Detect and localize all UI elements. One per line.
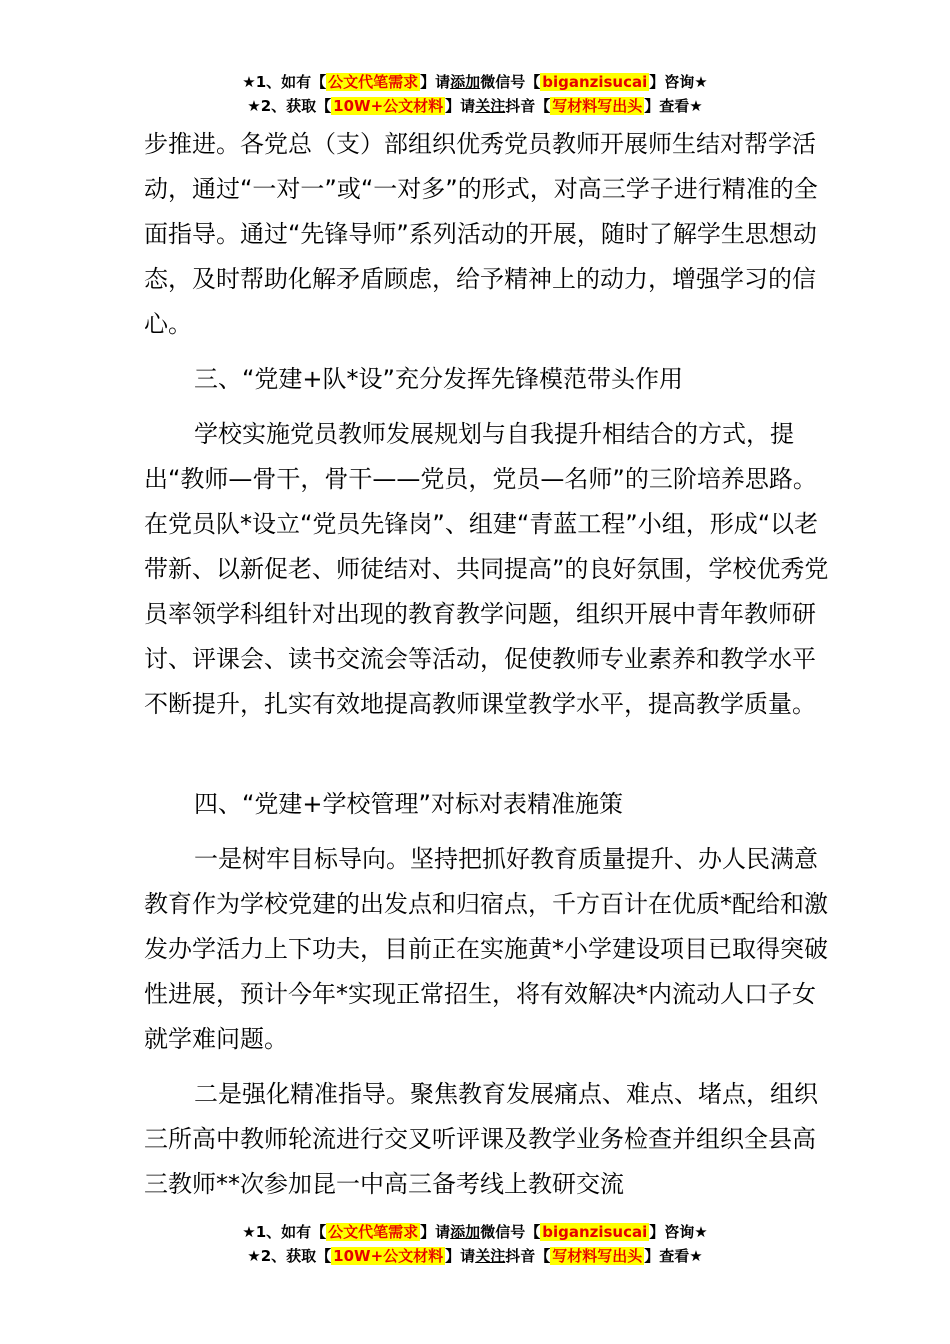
highlight-materials: 10W+公文材料 xyxy=(333,1247,444,1265)
banner-text: 】请 xyxy=(445,97,476,115)
banner-line-1 xyxy=(0,70,950,94)
banner-line-2 xyxy=(0,1244,950,1268)
star-icon: ★ xyxy=(689,1247,703,1265)
banner-line-2 xyxy=(0,94,950,118)
document-body xyxy=(144,122,834,1207)
star-icon: ★ xyxy=(242,1223,256,1241)
highlight-wechat-id: biganzisucai xyxy=(542,1223,648,1241)
star-icon: ★ xyxy=(689,97,703,115)
banner-text: 1、如有【 xyxy=(255,73,327,91)
highlight-wechat-id: biganzisucai xyxy=(542,73,648,91)
banner-text: 】咨询 xyxy=(649,73,695,91)
banner-text: 抖音【 xyxy=(505,97,551,115)
paragraph: 二是强化精准指导。聚焦教育发展痛点、难点、堵点，组织三所高中教师轮流进行交叉听评课及教学业务检查并组织全县高三教师**次参加昆一中高三备考线上教研交流 xyxy=(144,1080,818,1198)
banner-text: 】查看 xyxy=(644,97,690,115)
star-icon: ★ xyxy=(694,1223,708,1241)
banner-text: 】请 xyxy=(445,1247,476,1265)
highlight-materials: 10W+公文材料 xyxy=(333,97,444,115)
banner-underlined: 关注 xyxy=(475,1247,506,1265)
section-heading-3: 三、“党建+队*设”充分发挥先锋模范带头作用 xyxy=(194,365,683,393)
star-icon: ★ xyxy=(247,1247,261,1265)
highlight-service: 公文代笔需求 xyxy=(328,1223,419,1241)
banner-text: 】查看 xyxy=(644,1247,690,1265)
highlight-douyin-account: 写材料写出头 xyxy=(552,97,643,115)
header-banner xyxy=(0,70,950,118)
banner-text: 2、获取【 xyxy=(260,1247,332,1265)
section-heading-4: 四、“党建+学校管理”对标对表精准施策 xyxy=(194,790,623,818)
banner-text: 】请 xyxy=(420,73,451,91)
paragraph: 学校实施党员教师发展规划与自我提升相结合的方式，提出“教师—骨干，骨干——党员，党员—名师”的三阶培养思路。在党员队*设立“党员先锋岗”、组建“青蓝工程”小组，形成“以老带新、以新促老、师徒结对、共同提高”的良好氛围，学校优秀党员率领学科组针对出现的教育教学问题，组织开展中青年教师研讨、评课会、读书交流会等活动，促使教师专业素养和教学水平不断提升，扎实有效地提高教师课堂教学水平，提高教学质量。 xyxy=(144,420,829,718)
footer-banner xyxy=(0,1220,950,1268)
banner-text: 】咨询 xyxy=(649,1223,695,1241)
banner-underlined: 关注 xyxy=(475,97,506,115)
paragraph: 步推进。各党总（支）部组织优秀党员教师开展师生结对帮学活动，通过“一对一”或“一对多”的形式，对高三学子进行精准的全面指导。通过“先锋导师”系列活动的开展，随时了解学生思想动态，及时帮助化解矛盾顾虑，给予精神上的动力，增强学习的信心。 xyxy=(144,130,818,338)
banner-text: 抖音【 xyxy=(505,1247,551,1265)
banner-line-1 xyxy=(0,1220,950,1244)
highlight-douyin-account: 写材料写出头 xyxy=(552,1247,643,1265)
highlight-service: 公文代笔需求 xyxy=(328,73,419,91)
banner-text: 】请 xyxy=(420,1223,451,1241)
banner-text: 2、获取【 xyxy=(260,97,332,115)
banner-underlined: 添加 xyxy=(450,73,481,91)
banner-text: 微信号【 xyxy=(480,73,541,91)
banner-text: 微信号【 xyxy=(480,1223,541,1241)
paragraph: 一是树牢目标导向。坚持把抓好教育质量提升、办人民满意教育作为学校党建的出发点和归宿点，千方百计在优质*配给和激发办学活力上下功夫，目前正在实施黄*小学建设项目已取得突破性进展，预计今年*实现正常招生，将有效解决*内流动人口子女就学难问题。 xyxy=(144,845,828,1053)
banner-underlined: 添加 xyxy=(450,1223,481,1241)
star-icon: ★ xyxy=(247,97,261,115)
star-icon: ★ xyxy=(242,73,256,91)
banner-text: 1、如有【 xyxy=(255,1223,327,1241)
star-icon: ★ xyxy=(694,73,708,91)
